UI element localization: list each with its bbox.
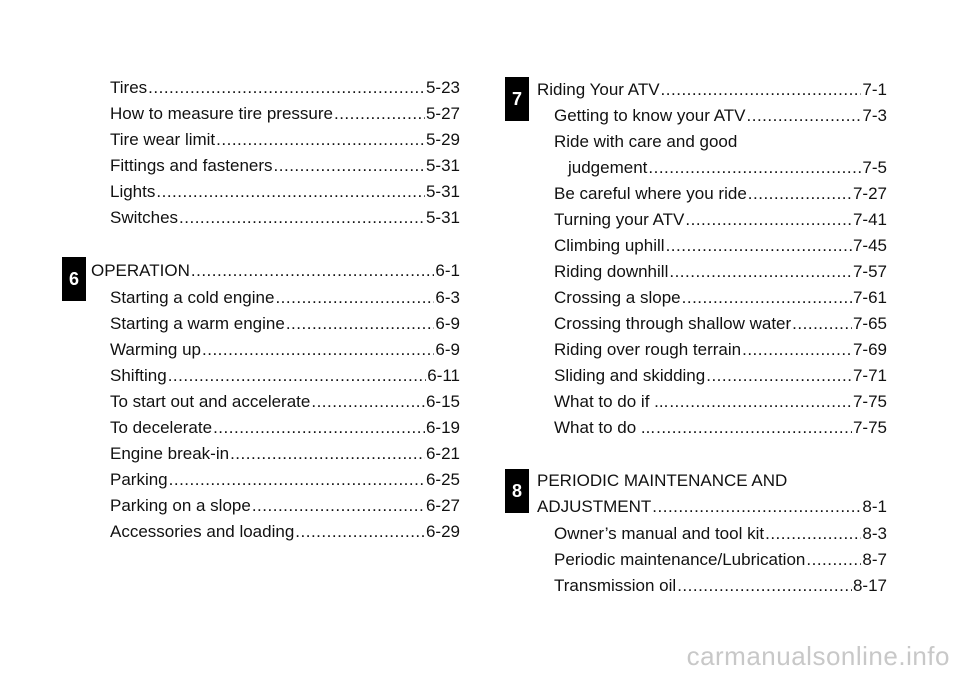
leader-dots: [656, 415, 852, 441]
toc-entry-title: What to do ...: [554, 418, 656, 437]
toc-entry-page: 7-1: [862, 80, 887, 99]
leader-dots: [706, 363, 852, 389]
toc-entry[interactable]: [554, 233, 887, 259]
leader-dots: [765, 521, 861, 547]
toc-entry-title: To decelerate: [110, 418, 213, 437]
toc-entry-page: 7-5: [862, 158, 887, 177]
toc-entry[interactable]: [554, 547, 887, 573]
toc-entry[interactable]: [110, 467, 460, 493]
toc-entry-page: 7-75: [852, 418, 887, 437]
toc-entry-title: Starting a warm engine: [110, 314, 285, 333]
toc-entry-title: Lights: [110, 182, 156, 201]
toc-entry[interactable]: [110, 363, 460, 389]
toc-entry-title: What to do if ...: [554, 392, 669, 411]
leader-dots: [806, 547, 861, 573]
toc-entry[interactable]: [554, 363, 887, 389]
leader-dots: [191, 258, 435, 284]
toc-entry-title: Getting to know your ATV: [554, 106, 746, 125]
toc-entry-title: Parking on a slope: [110, 496, 251, 515]
toc-entry[interactable]: [110, 179, 460, 205]
leader-dots: [677, 573, 852, 599]
watermark: carmanualsonline.info: [686, 641, 950, 671]
toc-entry-title: Periodic maintenance/Lubrication: [554, 550, 806, 569]
toc-entry-page: 5-27: [425, 104, 460, 123]
leader-dots: [742, 337, 852, 363]
toc-entry-page: 6-3: [435, 288, 460, 307]
toc-entry-title: To start out and accelerate: [110, 392, 311, 411]
toc-entry[interactable]: [554, 415, 887, 441]
toc-entry[interactable]: [568, 155, 887, 181]
toc-entry-title: Accessories and loading: [110, 522, 295, 541]
section-tab-6: 6: [62, 257, 86, 301]
toc-section-heading[interactable]: [537, 77, 887, 103]
leader-dots: [747, 103, 862, 129]
toc-entry-page: 8-1: [862, 497, 887, 516]
toc-entry-title: Riding downhill: [554, 262, 669, 281]
leader-dots: [685, 207, 852, 233]
toc-entry[interactable]: [110, 205, 460, 231]
toc-entry-wrapped[interactable]: [554, 129, 887, 155]
leader-dots: [275, 285, 434, 311]
toc-entry[interactable]: [110, 415, 460, 441]
toc-entry-title: Sliding and skidding: [554, 366, 706, 385]
toc-entry-title: How to measure tire pressure: [110, 104, 333, 123]
toc-entry[interactable]: [554, 573, 887, 599]
toc-entry-title: Fittings and fasteners: [110, 156, 273, 175]
toc-entry-title: Be careful where you ride: [554, 184, 747, 203]
toc-entry[interactable]: [110, 101, 460, 127]
leader-dots: [148, 75, 425, 101]
toc-entry[interactable]: [110, 441, 460, 467]
toc-entry-title: Crossing through shallow water: [554, 314, 792, 333]
leader-dots: [213, 415, 425, 441]
leader-dots: [274, 153, 425, 179]
toc-entry-title: Transmission oil: [554, 576, 677, 595]
toc-entry-title: Engine break-in: [110, 444, 230, 463]
toc-entry-page: 6-27: [425, 496, 460, 515]
toc-entry-title: Parking: [110, 470, 168, 489]
toc-entry-page: 6-25: [425, 470, 460, 489]
toc-entry-title: Riding Your ATV: [537, 80, 660, 99]
toc-entry-page: 6-15: [425, 392, 460, 411]
leader-dots: [169, 467, 425, 493]
toc-entry-page: 5-31: [425, 182, 460, 201]
leader-dots: [669, 389, 852, 415]
toc-entry[interactable]: [554, 259, 887, 285]
toc-entry[interactable]: [554, 207, 887, 233]
toc-entry-title: Tire wear limit: [110, 130, 216, 149]
toc-entry-page: 7-65: [852, 314, 887, 333]
toc-entry-page: 7-71: [852, 366, 887, 385]
toc-entry-page: 6-9: [435, 340, 460, 359]
toc-entry-page: 5-23: [425, 78, 460, 97]
toc-section-heading-wrapped[interactable]: [537, 468, 887, 494]
toc-section-heading[interactable]: [91, 258, 460, 284]
toc-entry[interactable]: [554, 103, 887, 129]
leader-dots: [334, 101, 425, 127]
section-tab-8: 8: [505, 469, 529, 513]
toc-entry-page: 7-75: [852, 392, 887, 411]
toc-entry[interactable]: [110, 75, 460, 101]
toc-entry-title: PERIODIC MAINTENANCE AND: [537, 471, 788, 490]
leader-dots: [792, 311, 852, 337]
toc-entry[interactable]: [554, 181, 887, 207]
section-tab-7: 7: [505, 77, 529, 121]
toc-entry-title: Starting a cold engine: [110, 288, 275, 307]
leader-dots: [311, 389, 425, 415]
toc-entry-title: Switches: [110, 208, 179, 227]
toc-entry-page: 6-9: [435, 314, 460, 333]
toc-entry-page: 7-3: [862, 106, 887, 125]
leader-dots: [669, 259, 852, 285]
toc-entry[interactable]: [110, 337, 460, 363]
toc-entry-page: 7-57: [852, 262, 887, 281]
toc-entry-page: 6-11: [427, 366, 460, 385]
toc-entry-page: 5-31: [425, 156, 460, 175]
toc-entry[interactable]: [554, 521, 887, 547]
leader-dots: [661, 77, 862, 103]
toc-entry-page: 5-31: [425, 208, 460, 227]
leader-dots: [295, 519, 425, 545]
toc-entry-title: Crossing a slope: [554, 288, 681, 307]
leader-dots: [286, 311, 435, 337]
toc-entry-title: ADJUSTMENT: [537, 497, 652, 516]
toc-entry-page: 5-29: [425, 130, 460, 149]
toc-entry-title: Shifting: [110, 366, 167, 385]
toc-entry[interactable]: [554, 337, 887, 363]
toc-entry-page: 7-27: [852, 184, 887, 203]
leader-dots: [216, 127, 425, 153]
leader-dots: [652, 494, 861, 520]
leader-dots: [179, 205, 425, 231]
toc-entry[interactable]: [110, 127, 460, 153]
toc-entry[interactable]: [554, 389, 887, 415]
toc-entry[interactable]: [110, 493, 460, 519]
leader-dots: [202, 337, 434, 363]
toc-entry-page: 6-19: [425, 418, 460, 437]
toc-entry-page: 7-45: [852, 236, 887, 255]
toc-entry[interactable]: [110, 311, 460, 337]
toc-entry[interactable]: [554, 311, 887, 337]
toc-entry-page: 6-1: [435, 261, 460, 280]
leader-dots: [682, 285, 852, 311]
leader-dots: [648, 155, 861, 181]
toc-entry-title: Riding over rough terrain: [554, 340, 742, 359]
toc-entry-page: 7-61: [852, 288, 887, 307]
toc-entry-title: judgement: [568, 158, 648, 177]
toc-entry-page: 7-69: [852, 340, 887, 359]
toc-section-heading[interactable]: [537, 494, 887, 520]
leader-dots: [252, 493, 425, 519]
toc-entry-title: OPERATION: [91, 261, 190, 280]
toc-entry[interactable]: [110, 285, 460, 311]
toc-entry-title: Tires: [110, 78, 148, 97]
toc-entry-page: 6-21: [425, 444, 460, 463]
toc-entry-title: Turning your ATV: [554, 210, 685, 229]
leader-dots: [748, 181, 852, 207]
toc-entry[interactable]: [110, 519, 460, 545]
toc-entry-page: 8-7: [862, 550, 887, 569]
leader-dots: [230, 441, 425, 467]
toc-entry-page: 7-41: [852, 210, 887, 229]
toc-entry-title: Owner’s manual and tool kit: [554, 524, 765, 543]
toc-entry-page: 8-3: [862, 524, 887, 543]
toc-entry-page: 8-17: [852, 576, 887, 595]
leader-dots: [156, 179, 425, 205]
toc-entry-page: 6-29: [425, 522, 460, 541]
leader-dots: [168, 363, 427, 389]
toc-entry-title: Warming up: [110, 340, 202, 359]
toc-entry[interactable]: [554, 285, 887, 311]
toc-entry-title: Ride with care and good: [554, 132, 738, 151]
toc-entry[interactable]: [110, 389, 460, 415]
toc-entry-title: Climbing uphill: [554, 236, 665, 255]
leader-dots: [666, 233, 852, 259]
toc-entry[interactable]: [110, 153, 460, 179]
